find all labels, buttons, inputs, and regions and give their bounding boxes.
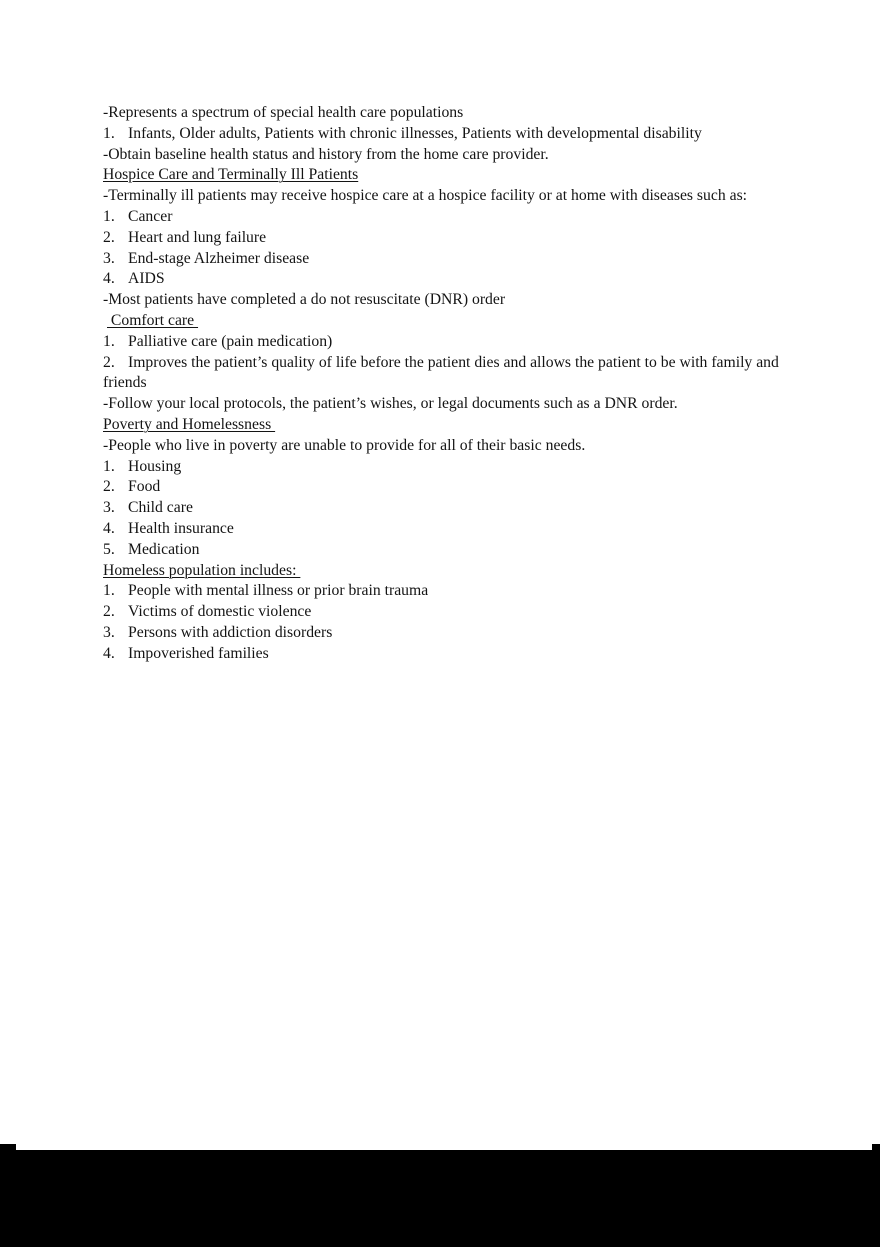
list-item-text: Heart and lung failure: [128, 228, 267, 246]
list-item-text: Health insurance: [128, 519, 234, 537]
list-item-text: People with mental illness or prior brain trauma: [128, 582, 429, 600]
list-item: [103, 477, 781, 498]
list-item-text: Infants, Older adults, Patients with chronic illnesses, Patients with developmental disability: [128, 124, 702, 142]
list-item: [103, 581, 781, 602]
list-item-text: Medication: [128, 540, 200, 558]
list-item-number: 4.: [103, 270, 115, 288]
paragraph-line: -Obtain baseline health status and history from the home care provider.: [103, 145, 549, 163]
list-item: [103, 644, 781, 665]
list-item: [103, 249, 781, 270]
list-item-text: Victims of domestic violence: [128, 603, 312, 621]
list-item: [103, 269, 781, 290]
photo-background-bar: [0, 1150, 880, 1247]
list-item: [103, 207, 781, 228]
list-item-number: 2.: [103, 478, 115, 496]
paragraph-line: -Follow your local protocols, the patient’s wishes, or legal documents such as a DNR order.: [103, 395, 678, 413]
section-heading-text: Poverty and Homelessness: [103, 415, 276, 433]
list-item-number: 3.: [103, 623, 115, 641]
section-heading: [107, 311, 781, 332]
list-item-number: 4.: [103, 644, 115, 662]
list-item-text: Housing: [128, 457, 182, 475]
list-item-number: 5.: [103, 540, 115, 558]
list-item: [103, 124, 781, 145]
list-item: [103, 498, 781, 519]
list-item-number: 1.: [103, 207, 115, 225]
list-item-number: 1.: [103, 124, 115, 142]
list-item-number: 2.: [103, 603, 115, 621]
list-item: [103, 540, 781, 561]
list-item: [103, 228, 781, 249]
list-item-text: Cancer: [128, 207, 173, 225]
list-item-number: 3.: [103, 499, 115, 517]
list-item: [103, 602, 781, 623]
section-heading: [103, 415, 781, 436]
list-item-text: Child care: [128, 499, 193, 517]
paragraph-line: -Represents a spectrum of special health care populations: [103, 104, 464, 121]
list-item-number: 1.: [103, 332, 115, 350]
list-item-number: 2.: [103, 228, 115, 246]
section-heading-text: Comfort care: [107, 311, 199, 329]
list-item-text: Food: [128, 478, 161, 496]
section-heading: [103, 165, 781, 186]
section-heading-text: Hospice Care and Terminally Ill Patients: [103, 166, 359, 184]
list-item-text: Persons with addiction disorders: [128, 623, 333, 641]
paragraph-line: -People who live in poverty are unable to provide for all of their basic needs.: [103, 436, 586, 454]
list-item: [103, 519, 781, 540]
paragraph-line: -Most patients have completed a do not resuscitate (DNR) order: [103, 291, 506, 309]
list-item-text: Palliative care (pain medication): [128, 332, 333, 350]
list-item-text: End-stage Alzheimer disease: [128, 249, 310, 267]
list-item: [103, 353, 781, 395]
list-item-text: AIDS: [128, 270, 165, 288]
list-item: [103, 332, 781, 353]
list-item-number: 2.: [103, 353, 115, 371]
list-item-number: 1.: [103, 457, 115, 475]
section-heading: [103, 561, 781, 582]
document-content: [103, 103, 781, 665]
list-item-number: 4.: [103, 519, 115, 537]
list-item: [103, 623, 781, 644]
list-item-number: 1.: [103, 582, 115, 600]
paragraph-line: -Terminally ill patients may receive hospice care at a hospice facility or at home with diseases such as:: [103, 187, 748, 205]
list-item-number: 3.: [103, 249, 115, 267]
list-item: [103, 457, 781, 478]
section-heading-text: Homeless population includes:: [103, 561, 301, 579]
list-item-text: Impoverished families: [128, 644, 269, 662]
list-item-text: Improves the patient’s quality of life before the patient dies and allows the patient to be with family and friends: [103, 353, 779, 392]
